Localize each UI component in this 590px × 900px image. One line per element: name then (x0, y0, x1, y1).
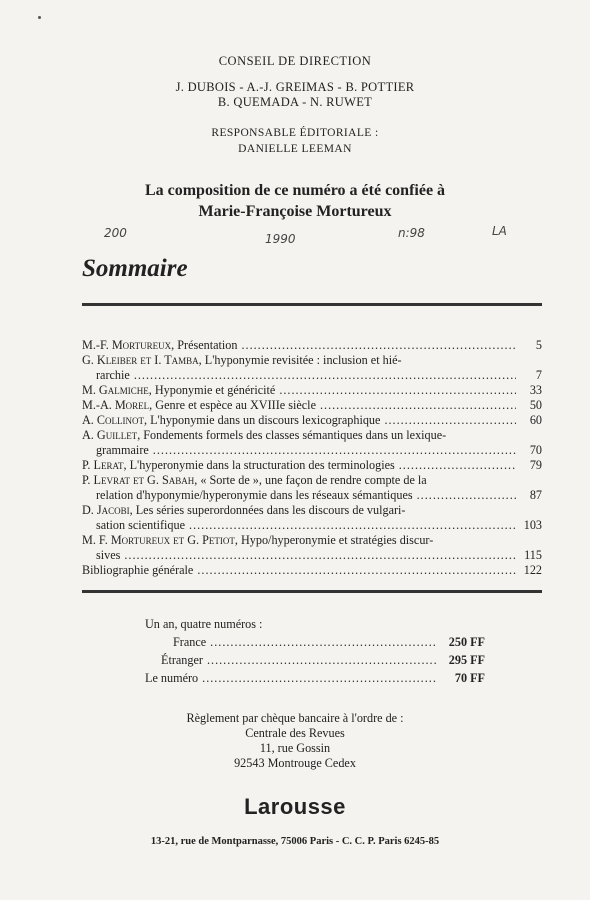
toc-line-continuation (82, 488, 542, 503)
sommaire-heading: Sommaire (82, 255, 188, 282)
toc-text (82, 413, 380, 428)
toc-author: P. Lerat (82, 458, 124, 472)
toc-entry (82, 413, 542, 428)
leader-dots (153, 443, 516, 458)
price-row-etranger (145, 651, 485, 669)
toc-entry (82, 533, 542, 563)
toc-line (82, 413, 542, 428)
composition-line1: La composition de ce numéro a été confiée à (144, 182, 446, 199)
leader-dots (320, 398, 516, 413)
toc-author: M. Galmiche (82, 383, 149, 397)
toc-title: , Les séries superordonnées dans les discours de vulgari- (129, 503, 406, 517)
toc-author: A. Collinot (82, 413, 145, 427)
publisher-logo: Larousse (244, 794, 346, 819)
toc-entry (82, 563, 542, 578)
toc-entry (82, 398, 542, 413)
leader-dots (207, 651, 436, 669)
toc-title: , L'hyperonymie dans la structuration des terminologies (123, 458, 395, 472)
toc-text (82, 338, 237, 353)
toc-title: , Hypo/hyperonymie et stratégies discur- (234, 533, 434, 547)
toc-line (82, 563, 542, 578)
leader-dots (241, 338, 516, 353)
toc-text (82, 458, 395, 473)
toc-title: , Genre et espèce au XVIIIe siècle (149, 398, 316, 412)
toc-entry (82, 383, 542, 398)
toc-page-number: 79 (529, 458, 542, 472)
leader-dots (417, 488, 516, 503)
toc-entry (82, 353, 542, 383)
leader-dots (210, 633, 436, 651)
toc-line-continuation (82, 368, 542, 383)
composition-note (0, 180, 590, 222)
bottom-divider (82, 590, 542, 593)
toc-entry (82, 473, 542, 503)
toc-line (82, 338, 542, 353)
leader-dots (384, 413, 516, 428)
toc-page-number: 33 (529, 383, 542, 397)
leader-dots (197, 563, 516, 578)
payment-instructions (0, 711, 590, 771)
toc-title-continuation: sation scientifique (96, 518, 186, 532)
toc-text (82, 383, 275, 398)
handwritten-note-2: 1990 (265, 232, 296, 246)
payment-line3: 11, rue Gossin (259, 741, 331, 755)
top-divider (82, 303, 542, 306)
toc-author: M.-A. Morel (82, 398, 150, 412)
toc-line-continuation (82, 518, 542, 533)
payment-line2: Centrale des Revues (245, 726, 345, 740)
toc-title: , « Sorte de », une façon de rendre compte de la (194, 473, 427, 487)
board-title: CONSEIL DE DIRECTION (218, 54, 372, 68)
leader-dots (399, 458, 516, 473)
toc-title-continuation: rarchie (96, 368, 130, 382)
toc-entry (82, 428, 542, 458)
composition-line2: Marie-Françoise Mortureux (198, 203, 392, 220)
subscription-block (145, 615, 485, 687)
toc-page-number: 60 (529, 413, 542, 427)
price-row-france (145, 633, 485, 651)
leader-dots (279, 383, 516, 398)
price-label: France (173, 635, 207, 649)
toc-line (82, 473, 542, 488)
toc-line (82, 353, 542, 368)
price-value: 295 FF (448, 653, 485, 667)
toc-author: M. F. Mortureux et G. Petiot (82, 533, 235, 547)
toc-line (82, 428, 542, 443)
toc-page-number: 5 (535, 338, 542, 352)
price-row-numero (145, 669, 485, 687)
toc-page-number: 87 (529, 488, 542, 502)
price-label: Le numéro (145, 671, 199, 685)
board-members-line2: B. QUEMADA - N. RUWET (217, 95, 373, 109)
toc-entry (82, 503, 542, 533)
leader-dots (189, 518, 516, 533)
toc-title: , L'hyponymie dans un discours lexicographique (144, 413, 381, 427)
editorial-name: DANIELLE LEEMAN (238, 143, 352, 155)
toc-line-continuation (82, 548, 542, 563)
publisher-address: 13-21, rue de Montparnasse, 75006 Paris - C. C. P. Paris 6245-85 (150, 836, 440, 847)
toc-page-number: 115 (524, 548, 542, 562)
toc-author: G. Kleiber et I. Tamba (82, 353, 199, 367)
toc-page-number: 7 (535, 368, 542, 382)
toc-line (82, 458, 542, 473)
handwritten-note-3: n:98 (398, 226, 425, 240)
toc-text (82, 563, 193, 578)
payment-line4: 92543 Montrouge Cedex (234, 756, 356, 770)
price-value: 250 FF (448, 635, 485, 649)
toc-author: A. Guillet (82, 428, 138, 442)
toc-line (82, 383, 542, 398)
leader-dots (202, 669, 436, 687)
payment-line1: Règlement par chèque bancaire à l'ordre de : (186, 711, 404, 725)
toc-author: M.-F. Mortureux (82, 338, 172, 352)
toc-page-number: 70 (529, 443, 542, 457)
toc-text (82, 398, 316, 413)
leader-dots (134, 368, 516, 383)
toc-title-continuation: relation d'hyponymie/hyperonymie dans les réseaux sémantiques (96, 488, 413, 502)
speck-mark (38, 16, 41, 19)
table-of-contents (82, 338, 542, 578)
toc-line (82, 398, 542, 413)
toc-line (82, 503, 542, 518)
toc-page-number: 50 (529, 398, 542, 412)
toc-title: , Fondements formels des classes sémantiques dans un lexique- (137, 428, 447, 442)
handwritten-note-4: LA (492, 224, 507, 238)
toc-entry (82, 338, 542, 353)
toc-title: , Hyponymie et généricité (148, 383, 276, 397)
toc-page-number: 122 (523, 563, 542, 577)
leader-dots (124, 548, 516, 563)
toc-title: , Présentation (171, 338, 238, 352)
toc-title: Bibliographie générale (82, 563, 194, 577)
toc-title-continuation: grammaire (96, 443, 149, 457)
handwritten-note-1: 200 (104, 226, 127, 240)
toc-line (82, 533, 542, 548)
toc-title: , L'hyponymie revisitée : inclusion et hié- (198, 353, 402, 367)
toc-title-continuation: sives (96, 548, 121, 562)
toc-page-number: 103 (523, 518, 542, 532)
toc-author: D. Jacobi (82, 503, 130, 517)
subscription-heading: Un an, quatre numéros : (145, 617, 263, 631)
editorial-label: RESPONSABLE ÉDITORIALE : (211, 127, 379, 139)
toc-author: P. Levrat et G. Sabah (82, 473, 195, 487)
price-value: 70 FF (454, 671, 485, 685)
toc-entry (82, 458, 542, 473)
board-members-line1: J. DUBOIS - A.-J. GREIMAS - B. POTTIER (175, 80, 415, 94)
toc-line-continuation (82, 443, 542, 458)
price-label: Étranger (161, 653, 203, 667)
